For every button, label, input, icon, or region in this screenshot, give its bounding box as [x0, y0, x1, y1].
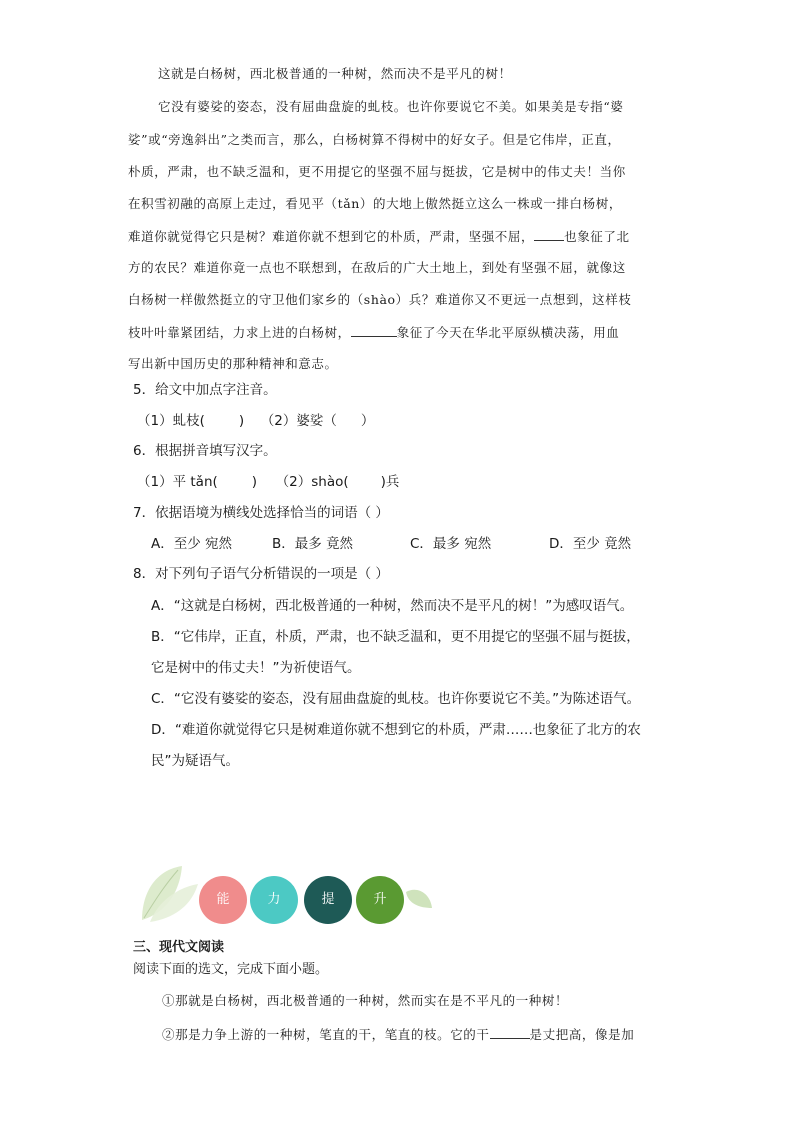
passage-line: 方的农民？难道你竟一点也不联想到，在敌后的广大土地上，到处有坚强不屈，就像这	[128, 260, 626, 275]
section-3-instruction: 阅读下面的选文，完成下面小题。	[133, 962, 329, 977]
option-b-continued[interactable]: 它是树中的伟丈夫！”为祈使语气。	[151, 660, 361, 676]
option-a[interactable]: A．至少 宛然	[151, 536, 233, 552]
passage-text: 象征了今天在华北平原纵横决荡，用血	[396, 325, 620, 340]
q6-item-2-end: )兵	[380, 474, 400, 490]
passage-line: 它没有婆娑的姿态，没有屈曲盘旋的虬枝。也许你要说它不美。如果美是专指“婆	[158, 99, 624, 114]
passage-line: 写出新中国历史的那种精神和意志。	[128, 356, 338, 371]
option-c[interactable]: C．最多 宛然	[410, 536, 492, 552]
passage-line: 朴质，严肃，也不缺乏温和，更不用提它的坚强不屈与挺拔，它是树中的伟丈夫！当你	[128, 164, 626, 179]
passage-text: 是丈把高，像是加	[529, 1027, 635, 1042]
q6-item-1-end: )	[251, 474, 258, 490]
q5-item-2: （2）婆娑（	[260, 413, 337, 429]
banner-char-sheng: 升	[356, 876, 404, 924]
question-6-title: 6．根据拼音填写汉字。	[133, 443, 277, 459]
question-6-items	[137, 473, 399, 491]
answer-blank[interactable]	[490, 1026, 530, 1039]
section-3-para-1: ①那就是白杨树，西北极普通的一种树，然而实在是不平凡的一种树！	[162, 993, 569, 1008]
question-7-title: 7．依据语境为横线处选择恰当的词语（ ）	[133, 505, 389, 521]
passage-line	[128, 228, 668, 245]
banner-char-ti: 提	[304, 876, 352, 924]
passage-line	[128, 324, 668, 341]
passage-text: 难道你就觉得它只是树？难道你就不想到它的朴质，严肃，坚强不屈，	[128, 229, 535, 244]
passage-line: 白杨树一样傲然挺立的守卫他们家乡的（shào）兵？难道你又不更远一点想到，这样枝	[128, 292, 632, 307]
q6-item-2: （2）shào(	[275, 474, 349, 490]
passage-line: 娑”或“旁逸斜出”之类而言，那么，白杨树算不得树中的好女子。但是它伟岸，正直，	[128, 132, 621, 147]
option-b[interactable]: B．最多 竟然	[272, 536, 354, 552]
leaf-decoration-icon	[136, 862, 200, 924]
small-leaf-icon	[404, 886, 434, 912]
q6-item-1: （1）平 tǎn(	[137, 474, 218, 490]
section-3-para-2	[162, 1026, 702, 1043]
question-5-title: 5．给文中加点字注音。	[133, 382, 277, 398]
option-d[interactable]: D．“难道你就觉得它只是树难道你就不想到它的朴质，严肃……也象征了北方的农	[151, 722, 641, 738]
option-d-continued[interactable]: 民”为疑语气。	[151, 753, 239, 769]
option-c[interactable]: C．“它没有婆娑的姿态，没有屈曲盘旋的虬枝。也许你要说它不美。”为陈述语气。	[151, 691, 641, 707]
passage-text: ②那是力争上游的一种树，笔直的干，笔直的枝。它的干	[162, 1027, 490, 1042]
option-a[interactable]: A．“这就是白杨树，西北极普通的一种树，然而决不是平凡的树！”为感叹语气。	[151, 598, 634, 614]
option-b[interactable]: B．“它伟岸，正直，朴质，严肃，也不缺乏温和，更不用提它的坚强不屈与挺拔，	[151, 629, 640, 645]
answer-blank[interactable]	[534, 228, 564, 241]
q5-item-2-end: ）	[360, 413, 375, 429]
passage-line: 在积雪初融的高原上走过，看见平（tǎn）的大地上傲然挺立这么一株或一排白杨树，	[128, 196, 622, 211]
passage-text: 也象征了北	[564, 229, 630, 244]
option-d[interactable]: D．至少 竟然	[549, 536, 632, 552]
question-5-items	[137, 412, 374, 430]
q5-item-1: （1）虬枝(	[137, 413, 205, 429]
answer-blank[interactable]	[351, 324, 397, 337]
banner-char-li: 力	[250, 876, 298, 924]
question-8-title: 8．对下列句子语气分析错误的一项是（ ）	[133, 566, 389, 582]
section-3-title: 三、现代文阅读	[133, 940, 225, 955]
passage-text: 枝叶叶靠紧团结，力求上进的白杨树，	[128, 325, 351, 340]
banner-char-neng: 能	[199, 876, 247, 924]
passage-line: 这就是白杨树，西北极普通的一种树，然而决不是平凡的树！	[158, 66, 512, 81]
q5-item-1-end: )	[238, 413, 245, 429]
